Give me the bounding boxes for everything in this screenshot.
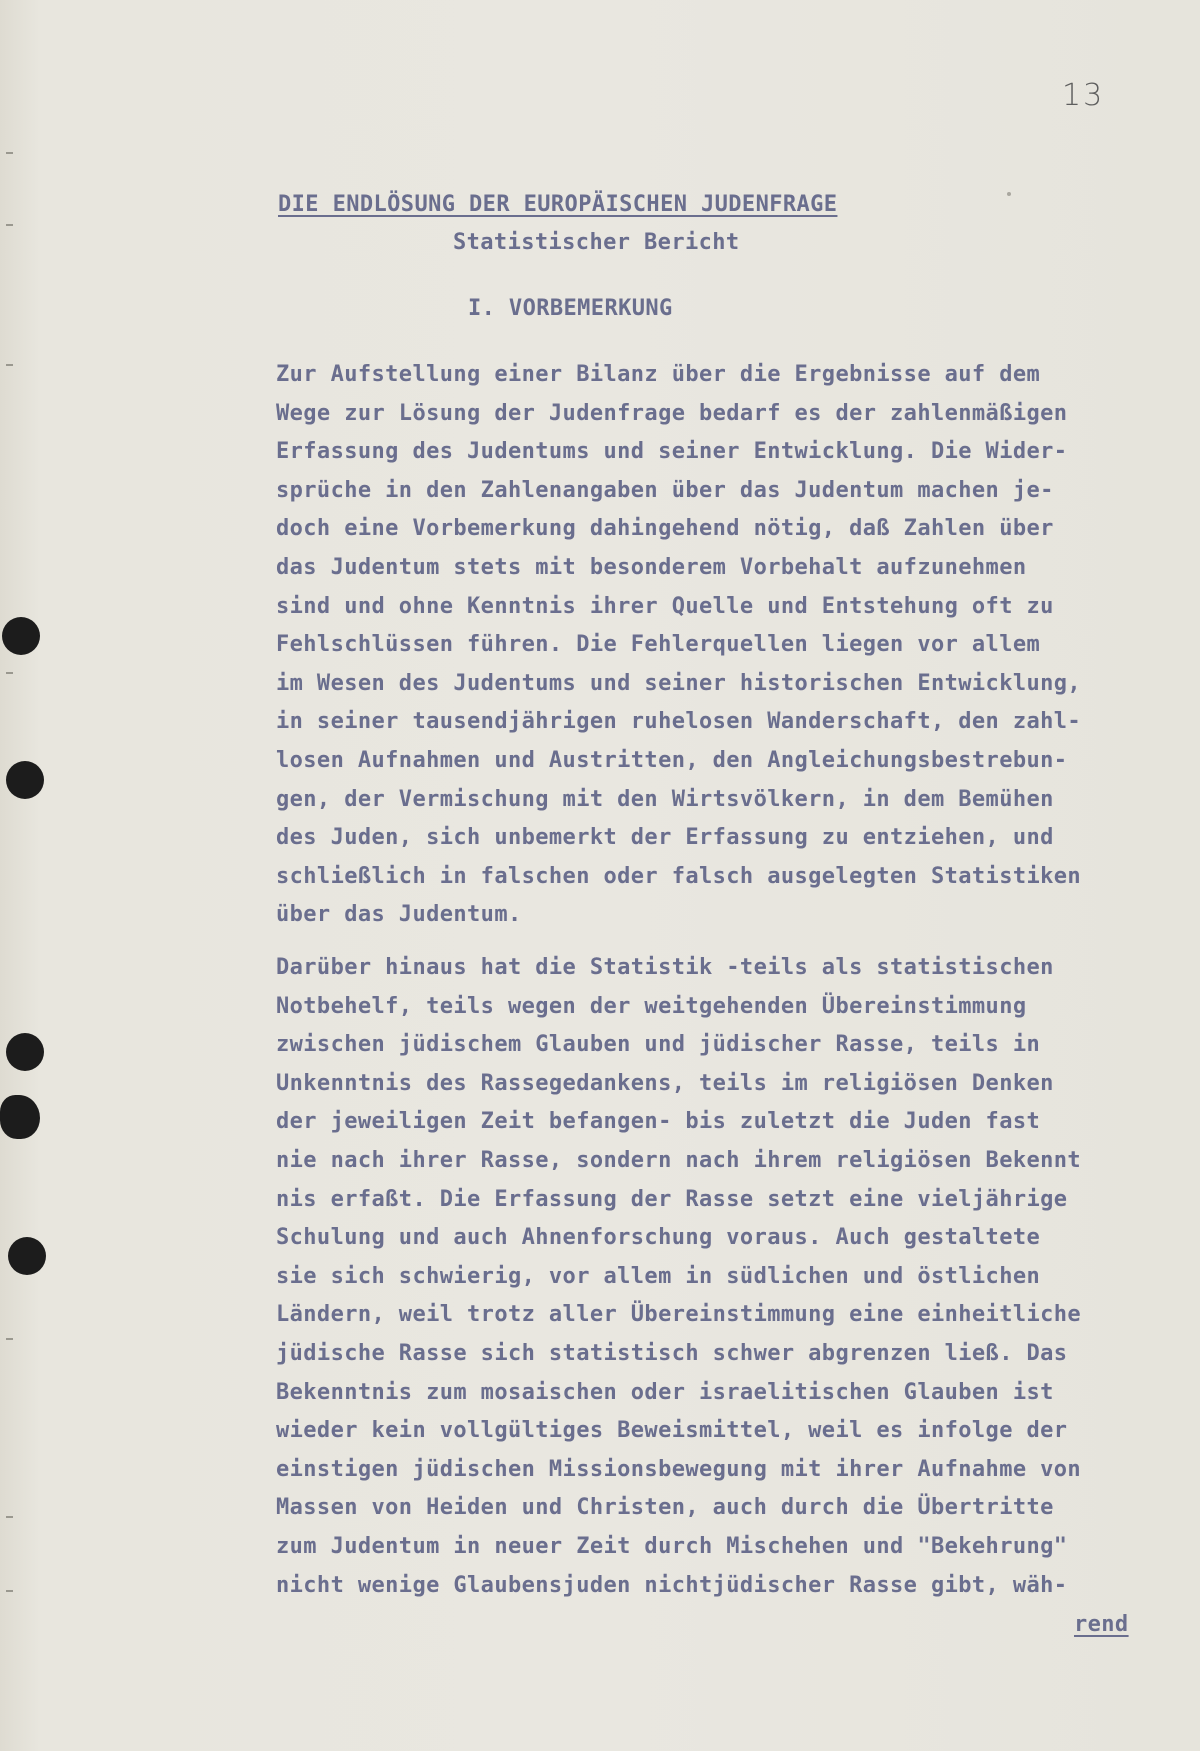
text-line: schließlich in falschen oder falsch ausgelegten Statistiken [276,863,1082,889]
body-paragraph [276,949,1196,1605]
text-line: nicht wenige Glaubensjuden nichtjüdischer Rasse gibt, wäh- [276,1572,1068,1598]
text-line: jüdische Rasse sich statistisch schwer abgrenzen ließ. Das [276,1340,1068,1366]
text-line: losen Aufnahmen und Austritten, den Angleichungsbestrebun- [276,747,1068,773]
text-line: Erfassung des Judentums und seiner Entwicklung. Die Wider- [276,439,1068,465]
margin-mark [6,672,13,674]
text-line: des Juden, sich unbemerkt der Erfassung zu entziehen, und [276,825,1054,851]
text-line: sprüche in den Zahlenangaben über das Judentum machen je- [276,477,1054,503]
text-line: doch eine Vorbemerkung dahingehend nötig, daß Zahlen über [276,516,1054,542]
punch-hole [8,1237,46,1275]
text-line: Darüber hinaus hat die Statistik -teils als statistischen [276,955,1054,980]
text-line: zum Judentum in neuer Zeit durch Mischehen und "Bekehrung" [276,1533,1068,1559]
margin-mark [6,1590,13,1592]
document-subtitle: Statistischer Bericht [453,230,740,255]
text-line: Schulung und auch Ahnenforschung voraus. Auch gestaltete [276,1225,1041,1251]
page-number: 13 [1062,78,1105,113]
text-line: nis erfaßt. Die Erfassung der Rasse setzt eine vieljährige [276,1186,1068,1212]
text-line: in seiner tausendjährigen ruhelosen Wanderschaft, den zahl- [276,709,1082,735]
margin-mark [6,152,13,154]
margin-mark [6,1338,13,1340]
margin-mark [6,224,13,226]
text-line: Zur Aufstellung einer Bilanz über die Ergebnisse auf dem [276,362,1041,387]
text-line: sind und ohne Kenntnis ihrer Quelle und Entstehung oft zu [276,593,1054,619]
text-line: Massen von Heiden und Christen, auch durch die Übertritte [276,1495,1054,1521]
punch-hole [0,1095,40,1139]
section-heading: I. VORBEMERKUNG [468,296,673,321]
text-line: nie nach ihrer Rasse, sondern nach ihrem religiösen Bekennt [276,1147,1082,1173]
punch-hole [2,617,40,655]
margin-mark [6,1516,13,1518]
punch-hole [6,1033,44,1071]
text-line: einstigen jüdischen Missionsbewegung mit ihrer Aufnahme von [276,1456,1082,1482]
text-line: über das Judentum. [276,902,522,928]
text-line: Wege zur Lösung der Judenfrage bedarf es der zahlenmäßigen [276,400,1068,426]
text-line: gen, der Vermischung mit den Wirtsvölkern, in dem Bemühen [276,786,1054,812]
text-line: das Judentum stets mit besonderem Vorbehalt aufzunehmen [276,554,1027,580]
text-line: zwischen jüdischem Glauben und jüdischer Rasse, teils in [276,1032,1041,1058]
margin-mark [6,364,13,366]
text-line: Bekenntnis zum mosaischen oder israelitischen Glauben ist [276,1379,1054,1405]
text-line: Unkenntnis des Rassegedankens, teils im religiösen Denken [276,1070,1054,1096]
punch-hole [6,761,44,799]
text-line: sie sich schwierig, vor allem in südlichen und östlichen [276,1263,1041,1289]
text-line: Fehlschlüssen führen. Die Fehlerquellen liegen vor allem [276,632,1041,658]
text-line: der jeweiligen Zeit befangen- bis zuletzt die Juden fast [276,1109,1041,1135]
text-line: wieder kein vollgültiges Beweismittel, weil es infolge der [276,1418,1068,1444]
document-title: DIE ENDLÖSUNG DER EUROPÄISCHEN JUDENFRAGE [278,192,838,217]
paper-speck [1007,192,1011,196]
body-paragraph [276,356,1196,935]
text-line: im Wesen des Judentums und seiner historischen Entwicklung, [276,670,1082,696]
text-line: Ländern, weil trotz aller Übereinstimmung eine einheitliche [276,1302,1082,1328]
catchword: rend [1074,1612,1129,1637]
text-line: Notbehelf, teils wegen der weitgehenden Übereinstimmung [276,993,1027,1019]
